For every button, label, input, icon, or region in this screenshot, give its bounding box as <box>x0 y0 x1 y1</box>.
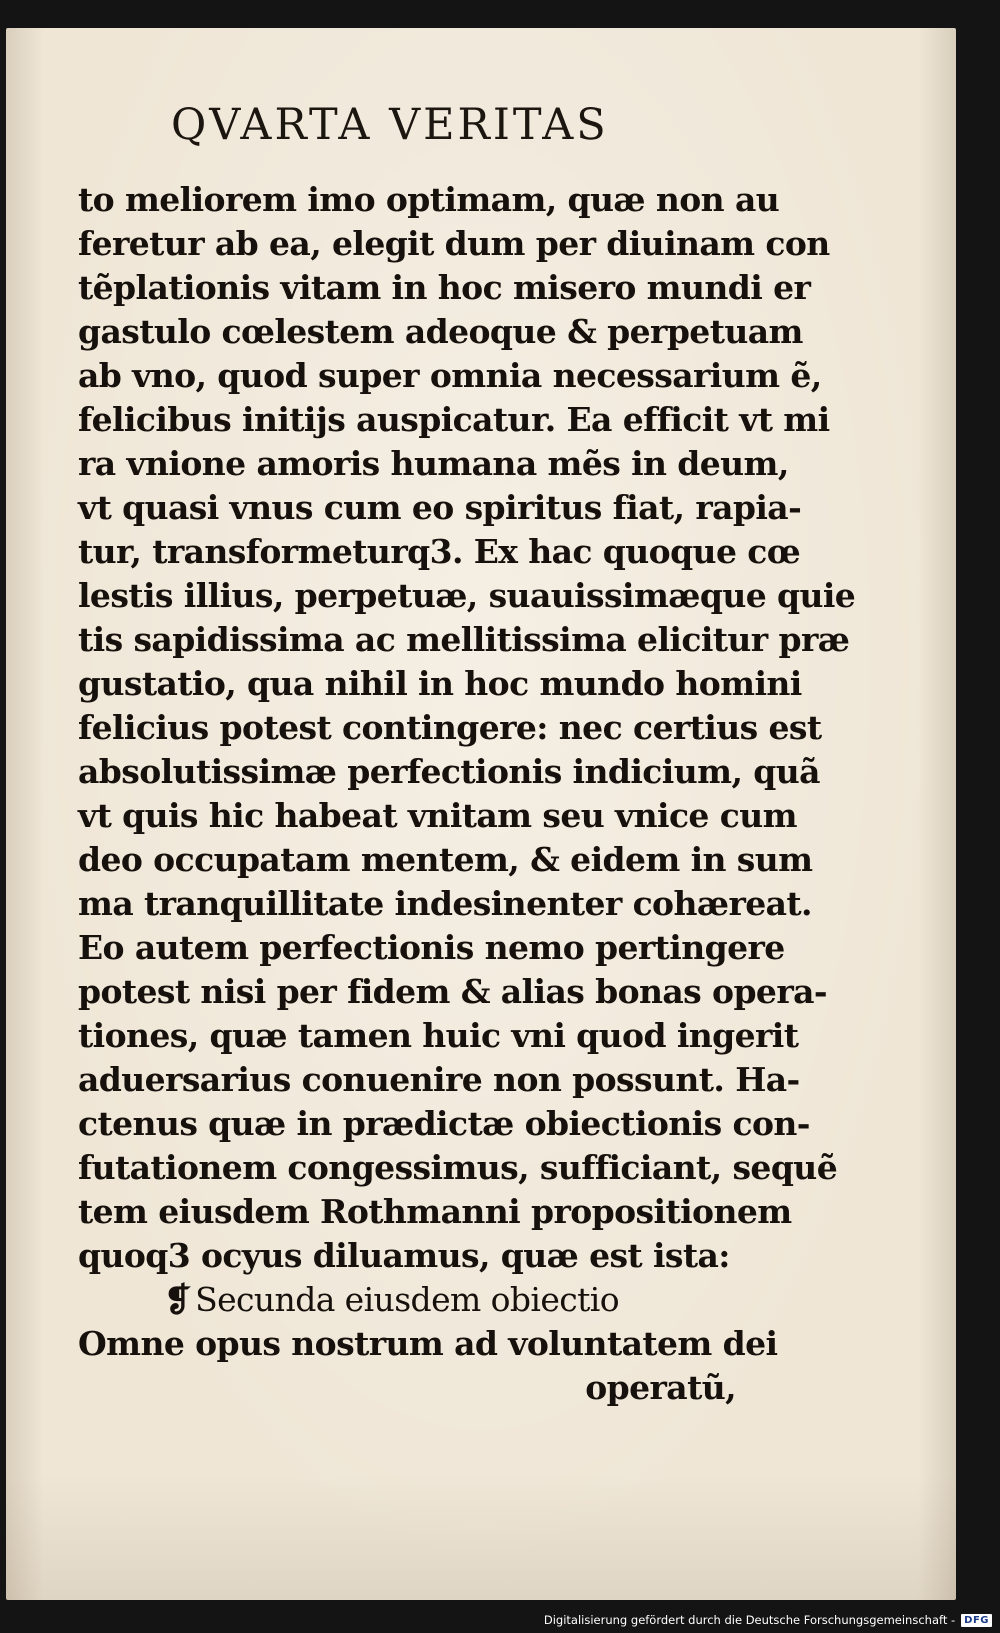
text-line: ra vnione amoris humana mẽs in deum, <box>78 444 789 483</box>
text-line: lestis illius, perpetuæ, suauissimæque quie <box>78 576 856 615</box>
text-line: futationem congessimus, sufficiant, sequẽ <box>78 1148 838 1187</box>
closing-line: Omne opus nostrum ad voluntatem dei <box>78 1324 778 1363</box>
book-page <box>6 28 956 1600</box>
text-line: potest nisi per fidem & alias bonas opera- <box>78 972 827 1011</box>
text-line: felicius potest contingere: nec certius est <box>78 708 822 747</box>
text-line: felicibus initijs auspicatur. Ea efficit vt mi <box>78 400 830 439</box>
text-line: deo occupatam mentem, & eidem in sum <box>78 840 813 879</box>
text-line: aduersarius conuenire non possunt. Ha- <box>78 1060 800 1099</box>
paragraph-mark-icon: ❡ <box>164 1280 192 1319</box>
running-header: QVARTA VERITAS <box>171 100 609 150</box>
text-line: to meliorem imo optimam, quæ non au <box>78 180 780 219</box>
section-heading <box>78 1278 746 1322</box>
text-line: tiones, quæ tamen huic vni quod ingerit <box>78 1016 799 1055</box>
text-line: ctenus quæ in prædictæ obiectionis con- <box>78 1104 810 1143</box>
text-line: Eo autem perfectionis nemo pertingere <box>78 928 785 967</box>
text-line: gustatio, qua nihil in hoc mundo homini <box>78 664 802 703</box>
text-line: vt quis hic habeat vnitam seu vnice cum <box>78 796 797 835</box>
text-line: ma tranquillitate indesinenter cohæreat. <box>78 884 812 923</box>
text-line: absolutissimæ perfectionis indicium, quã <box>78 752 820 791</box>
text-line: quoq3 ocyus diluamus, quæ est ista: <box>78 1236 730 1275</box>
text-line: feretur ab ea, elegit dum per diuinam con <box>78 224 830 263</box>
text-line: tem eiusdem Rothmanni propositionem <box>78 1192 792 1231</box>
text-line: vt quasi vnus cum eo spiritus fiat, rapia- <box>78 488 802 527</box>
text-line: ab vno, quod super omnia necessarium ẽ, <box>78 356 822 395</box>
text-line: tur, transformeturq3. Ex hac quoque cœ <box>78 532 801 571</box>
catchword: operatũ, <box>585 1368 736 1407</box>
footer-credit: Digitalisierung gefördert durch die Deutsche Forschungsgemeinschaft - <box>543 1613 956 1627</box>
text-line: gastulo cœlestem adeoque & perpetuam <box>78 312 803 351</box>
text-line: tẽplationis vitam in hoc misero mundi er <box>78 268 811 307</box>
digitization-footer <box>544 1609 992 1631</box>
section-heading-text: Secunda eiusdem obiectio <box>195 1280 620 1319</box>
text-line: tis sapidissima ac mellitissima elicitur præ <box>78 620 850 659</box>
body-text <box>78 178 856 1410</box>
dfg-logo-icon: DFG <box>961 1614 992 1627</box>
